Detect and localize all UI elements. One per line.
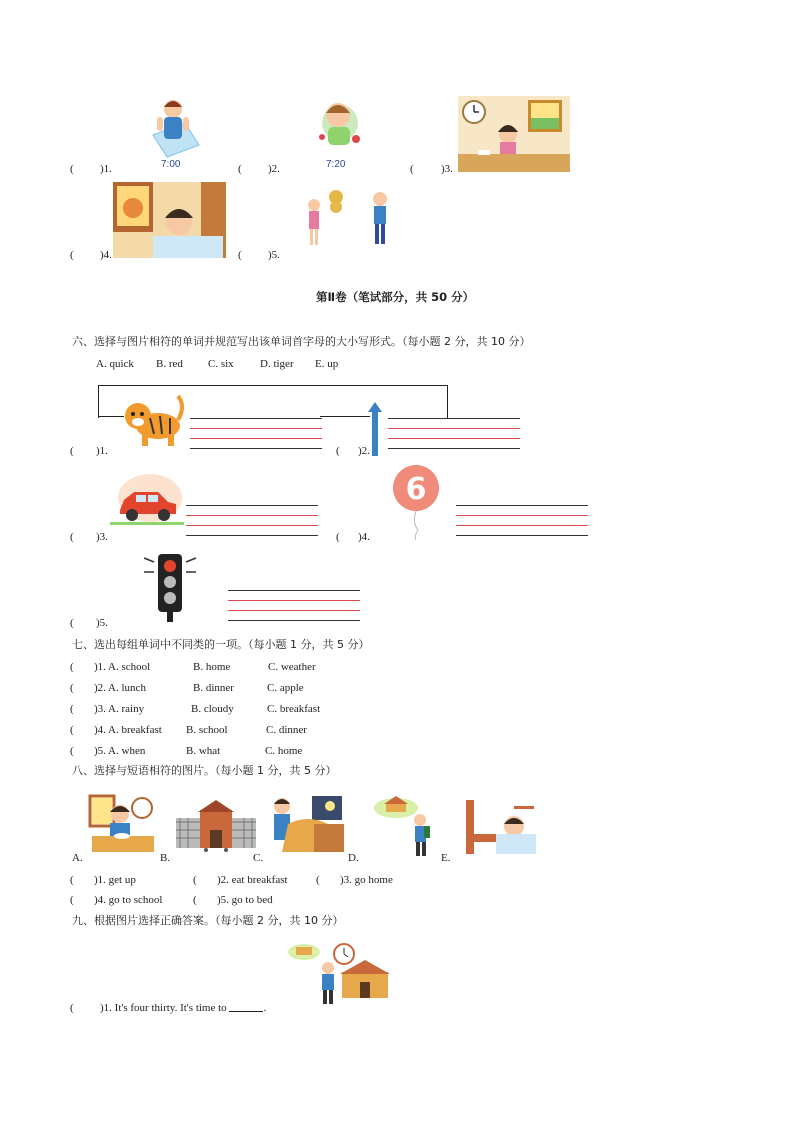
sec6-item-4-writing-lines: [456, 505, 588, 537]
boy-walking-home-from-school-picture: [286, 940, 390, 1008]
sec7-row-3-c: C. breakfast: [267, 703, 321, 715]
sec8-q1-paren: (: [70, 874, 74, 886]
sec6-item-3-paren: (: [70, 531, 74, 543]
sec6-item-5-writing-lines: [228, 590, 360, 622]
sec6-option-b: B. red: [156, 358, 183, 370]
boy-getting-up-picture: [145, 95, 205, 175]
sec6-item-2-number: )2.: [358, 445, 370, 457]
sec8-q3-paren: (: [316, 874, 320, 886]
boy-going-to-bed-picture: [113, 182, 226, 258]
section-8-title: 八、选择与短语相符的图片。（每小题 1 分，共 5 分）: [72, 764, 337, 777]
sec6-option-a: A. quick: [96, 358, 134, 370]
sec7-row-4-c: C. dinner: [266, 724, 307, 736]
section-6-title: 六、选择与图片相符的单词并规范写出该单词首字母的大小写形式。（每小题 2 分，共 10 分）: [72, 335, 531, 348]
sec6-item-2-paren: (: [336, 445, 340, 457]
sec7-row-5-paren: (: [70, 745, 74, 757]
number-six-balloon-icon: [390, 464, 442, 540]
sec8-pic-label-c: C.: [253, 852, 264, 864]
sec8-q4-text: )4. go to school: [94, 894, 163, 906]
sec7-row-4-a: )4. A. breakfast: [94, 724, 162, 736]
sec7-row-3-a: )3. A. rainy: [94, 703, 145, 715]
sec6-option-c: C. six: [208, 358, 234, 370]
boy-eating-breakfast-picture: [88, 794, 158, 856]
car-icon: [110, 472, 184, 528]
sec9-q1-end: .: [263, 1002, 267, 1014]
section-9-title: 九、根据图片选择正确答案。（每小题 2 分，共 10 分）: [72, 914, 344, 927]
sec7-row-4-b: B. school: [186, 724, 228, 736]
sec7-row-4-paren: (: [70, 724, 74, 736]
sec8-pic-label-d: D.: [348, 852, 359, 864]
sec6-item-5-number: )5.: [96, 617, 108, 629]
sec6-option-e: E. up: [315, 358, 339, 370]
sec7-row-5-c: C. home: [265, 745, 303, 757]
sec9-q1-answer-blank[interactable]: [229, 1001, 263, 1012]
sec6-item-3-writing-lines: [186, 505, 318, 537]
svg-text:6: 6: [405, 472, 427, 507]
sec6-item-1-paren: (: [70, 445, 74, 457]
sec6-item-1-writing-lines: [190, 418, 322, 450]
listen-item-1-number: )1.: [100, 163, 112, 175]
sec7-row-1-paren: (: [70, 661, 74, 673]
kids-with-teddy-bear-picture: [300, 185, 400, 251]
sec7-row-5-b: B. what: [186, 745, 221, 757]
up-arrow-icon: [368, 402, 382, 456]
boy-getting-up-from-bed-picture: [268, 794, 346, 856]
listen-item-1-paren: (: [70, 163, 74, 175]
tiger-icon: [120, 388, 186, 450]
time-label-7-00: 7:00: [161, 159, 181, 170]
sec8-q3-text: )3. go home: [340, 874, 393, 886]
sec6-item-2-writing-lines: [388, 418, 520, 450]
part2-title: 第Ⅱ卷（笔试部分，共 50 分）: [316, 290, 475, 304]
traffic-light-icon: [140, 550, 200, 622]
sec8-q5-text: )5. go to bed: [217, 894, 273, 906]
sec8-pic-label-b: B.: [160, 852, 171, 864]
sec7-row-2-a: )2. A. lunch: [94, 682, 146, 694]
sec7-row-1-a: )1. A. school: [94, 661, 151, 673]
boy-going-home-picture: [372, 796, 438, 858]
sec6-item-3-number: )3.: [96, 531, 108, 543]
sec7-row-3-paren: (: [70, 703, 74, 715]
section-7-title: 七、选出每组单词中不同类的一项。（每小题 1 分，共 5 分）: [72, 638, 370, 651]
sec9-q1-question: [100, 1001, 266, 1015]
listen-item-5-number: )5.: [268, 249, 280, 261]
sec7-row-2-b: B. dinner: [193, 682, 234, 694]
sec8-q1-text: )1. get up: [94, 874, 136, 886]
sec6-option-d: D. tiger: [260, 358, 294, 370]
listen-item-2-number: )2.: [268, 163, 280, 175]
boy-in-bed-picture: [466, 800, 536, 854]
school-building-picture: [176, 798, 256, 856]
sec6-item-1-number: )1.: [96, 445, 108, 457]
sec8-q5-paren: (: [193, 894, 197, 906]
listen-item-5-paren: (: [238, 249, 242, 261]
boy-washing-face-picture: [312, 95, 372, 175]
sec8-q2-paren: (: [193, 874, 197, 886]
sec8-pic-label-e: E.: [441, 852, 451, 864]
listen-item-2-paren: (: [238, 163, 242, 175]
sec6-item-4-paren: (: [336, 531, 340, 543]
sec9-q1-text: )1. It's four thirty. It's time to: [100, 1002, 230, 1014]
listen-item-3-number: )3.: [441, 163, 453, 175]
girl-at-breakfast-table-picture: [458, 96, 570, 172]
listen-item-4-paren: (: [70, 249, 74, 261]
time-label-7-20: 7:20: [326, 159, 346, 170]
sec7-row-1-b: B. home: [193, 661, 231, 673]
sec7-row-2-c: C. apple: [267, 682, 304, 694]
listen-item-4-number: )4.: [100, 249, 112, 261]
sec6-item-5-paren: (: [70, 617, 74, 629]
sec9-q1-paren: (: [70, 1002, 74, 1014]
sec7-row-2-paren: (: [70, 682, 74, 694]
sec7-row-3-b: B. cloudy: [191, 703, 234, 715]
sec8-q2-text: )2. eat breakfast: [217, 874, 288, 886]
sec6-frame-bottom-mid: [320, 416, 370, 417]
listen-item-3-paren: (: [410, 163, 414, 175]
sec8-q4-paren: (: [70, 894, 74, 906]
sec7-row-5-a: )5. A. when: [94, 745, 146, 757]
sec6-item-4-number: )4.: [358, 531, 370, 543]
sec8-pic-label-a: A.: [72, 852, 83, 864]
sec7-row-1-c: C. weather: [268, 661, 316, 673]
